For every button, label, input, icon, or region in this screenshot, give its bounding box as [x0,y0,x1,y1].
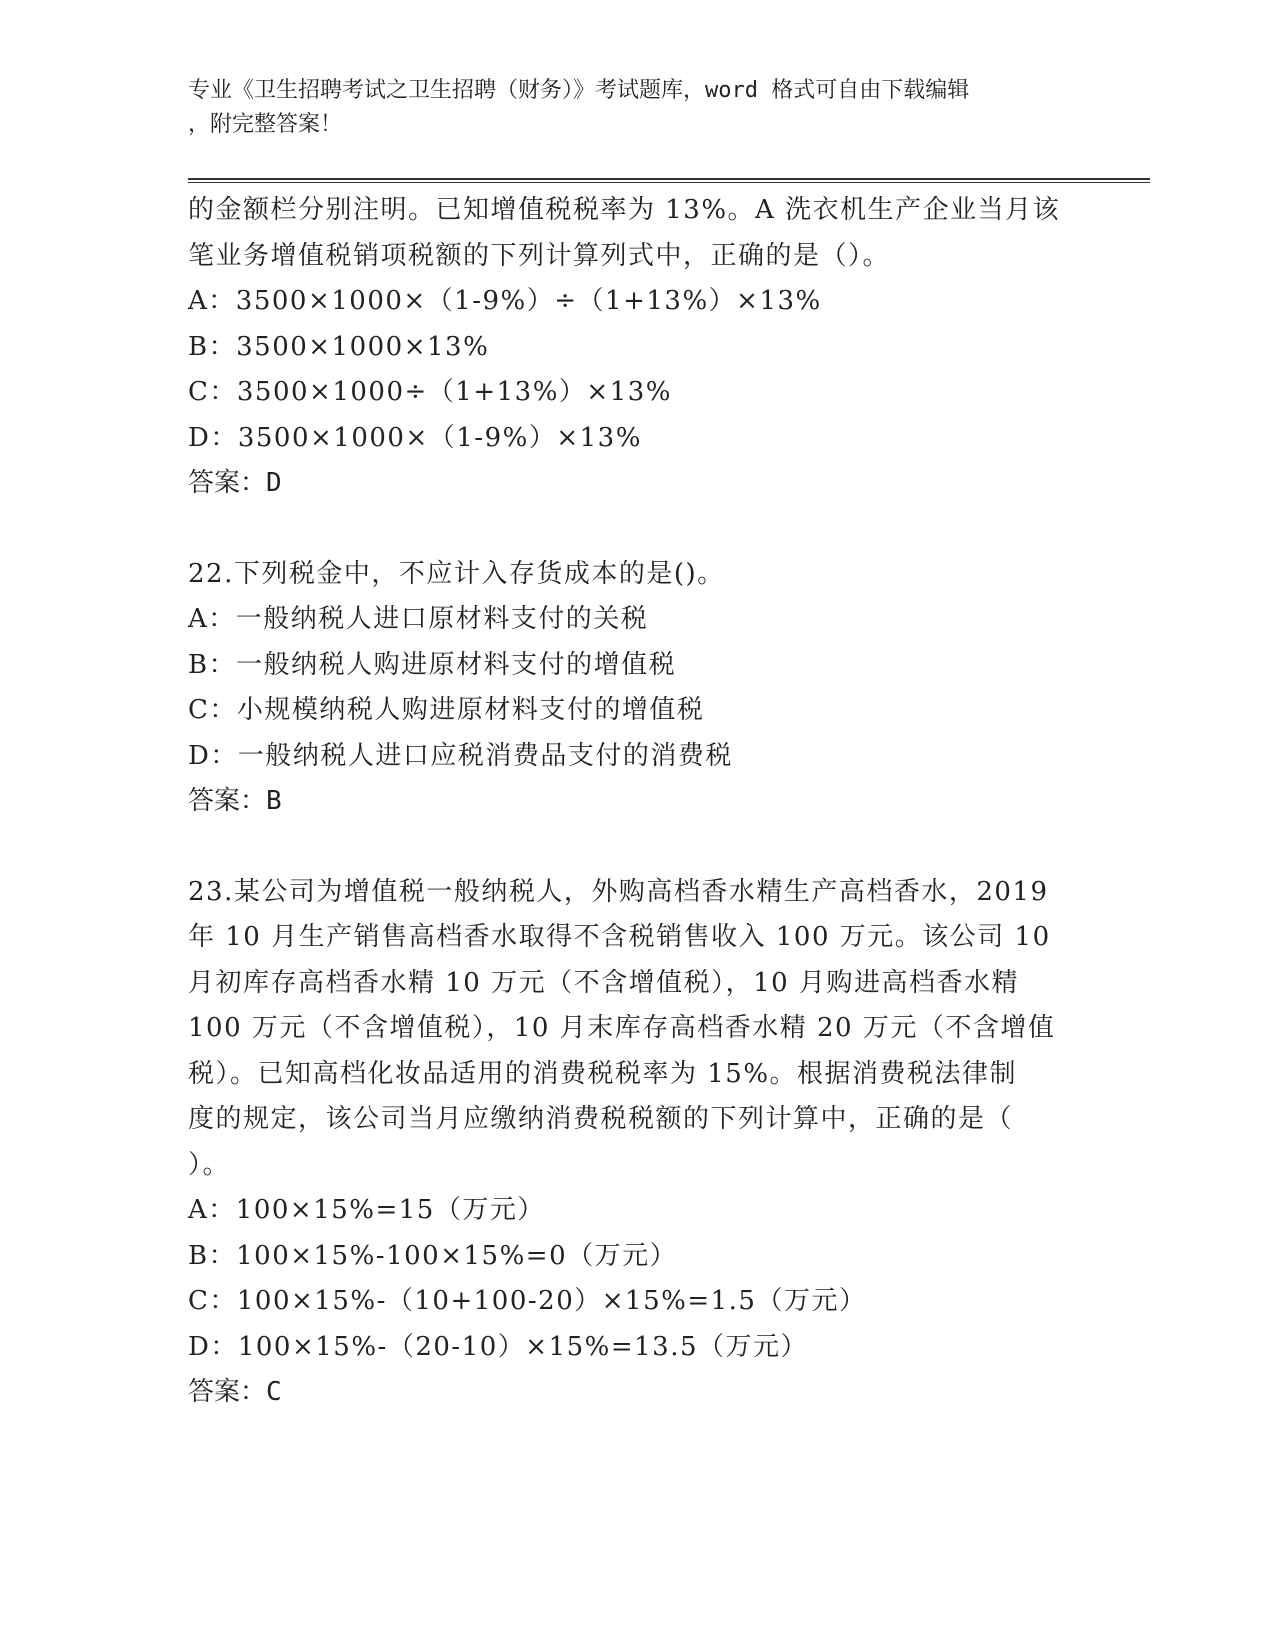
option-c: C：3500×1000÷（1+13%）×13% [188,377,672,407]
question-22 [188,552,1078,825]
option-b: B：一般纳税人购进原材料支付的增值税 [188,649,677,680]
header-line-2: ，附完整答案！ [188,112,343,137]
question-stem-line: 的金额栏分别注明。已知增值税税率为 13%。A 洗衣机生产企业当月该 [188,195,1061,225]
option-d: D：一般纳税人进口应税消费品支付的消费税 [188,740,733,771]
header-line-1: 专业《卫生招聘考试之卫生招聘（财务）》考试题库，word 格式可自由下载编辑 [188,78,970,103]
question-stem-line: 年 10 月生产销售高档香水取得不含税销售收入 100 万元。该公司 10 [188,922,1051,952]
question-23 [188,870,1078,1416]
option-b: B：100×15%-100×15%=0（万元） [188,1240,678,1271]
option-d: D：100×15%-（20-10）×15%=13.5（万元） [188,1331,809,1362]
option-d: D：3500×1000×（1-9%）×13% [188,422,642,453]
question-gap [188,825,1078,870]
answer-line: 答案：B [188,786,282,816]
option-a: A：一般纳税人进口原材料支付的关税 [188,604,649,634]
option-c: C：100×15%-（10+100-20）×15%=1.5（万元） [188,1286,867,1316]
question-stem-line: 度的规定，该公司当月应缴纳消费税税额的下列计算中，正确的是（ [188,1104,1014,1134]
question-stem-line: 100 万元（不含增值税），10 月末库存高档香水精 20 万元（不含增值 [188,1013,1056,1043]
question-stem-line: 23.某公司为增值税一般纳税人，外购高档香水精生产高档香水，2019 [188,876,1049,907]
question-gap [188,507,1078,552]
option-a: A：100×15%=15（万元） [188,1195,545,1225]
question-stem-line: 笔业务增值税销项税额的下列计算列式中，正确的是（）。 [188,240,891,271]
question-stem-line: ）。 [188,1149,231,1180]
answer-line: 答案：D [188,468,282,498]
page-header [188,74,1068,142]
question-stem-line: 月初库存高档香水精 10 万元（不含增值税），10 月购进高档香水精 [188,967,1019,998]
option-b: B：3500×1000×13% [188,331,490,362]
option-c: C：小规模纳税人购进原材料支付的增值税 [188,695,705,725]
question-21 [188,188,1078,507]
document-body [188,188,1078,1416]
answer-line: 答案：C [188,1377,282,1407]
option-a: A：3500×1000×（1-9%）÷（1+13%）×13% [188,286,822,316]
question-stem-line: 税）。已知高档化妆品适用的消费税税率为 15%。根据消费税法律制 [188,1058,1018,1089]
question-stem-line: 22.下列税金中，不应计入存货成本的是()。 [188,558,725,589]
header-divider [188,178,1150,183]
